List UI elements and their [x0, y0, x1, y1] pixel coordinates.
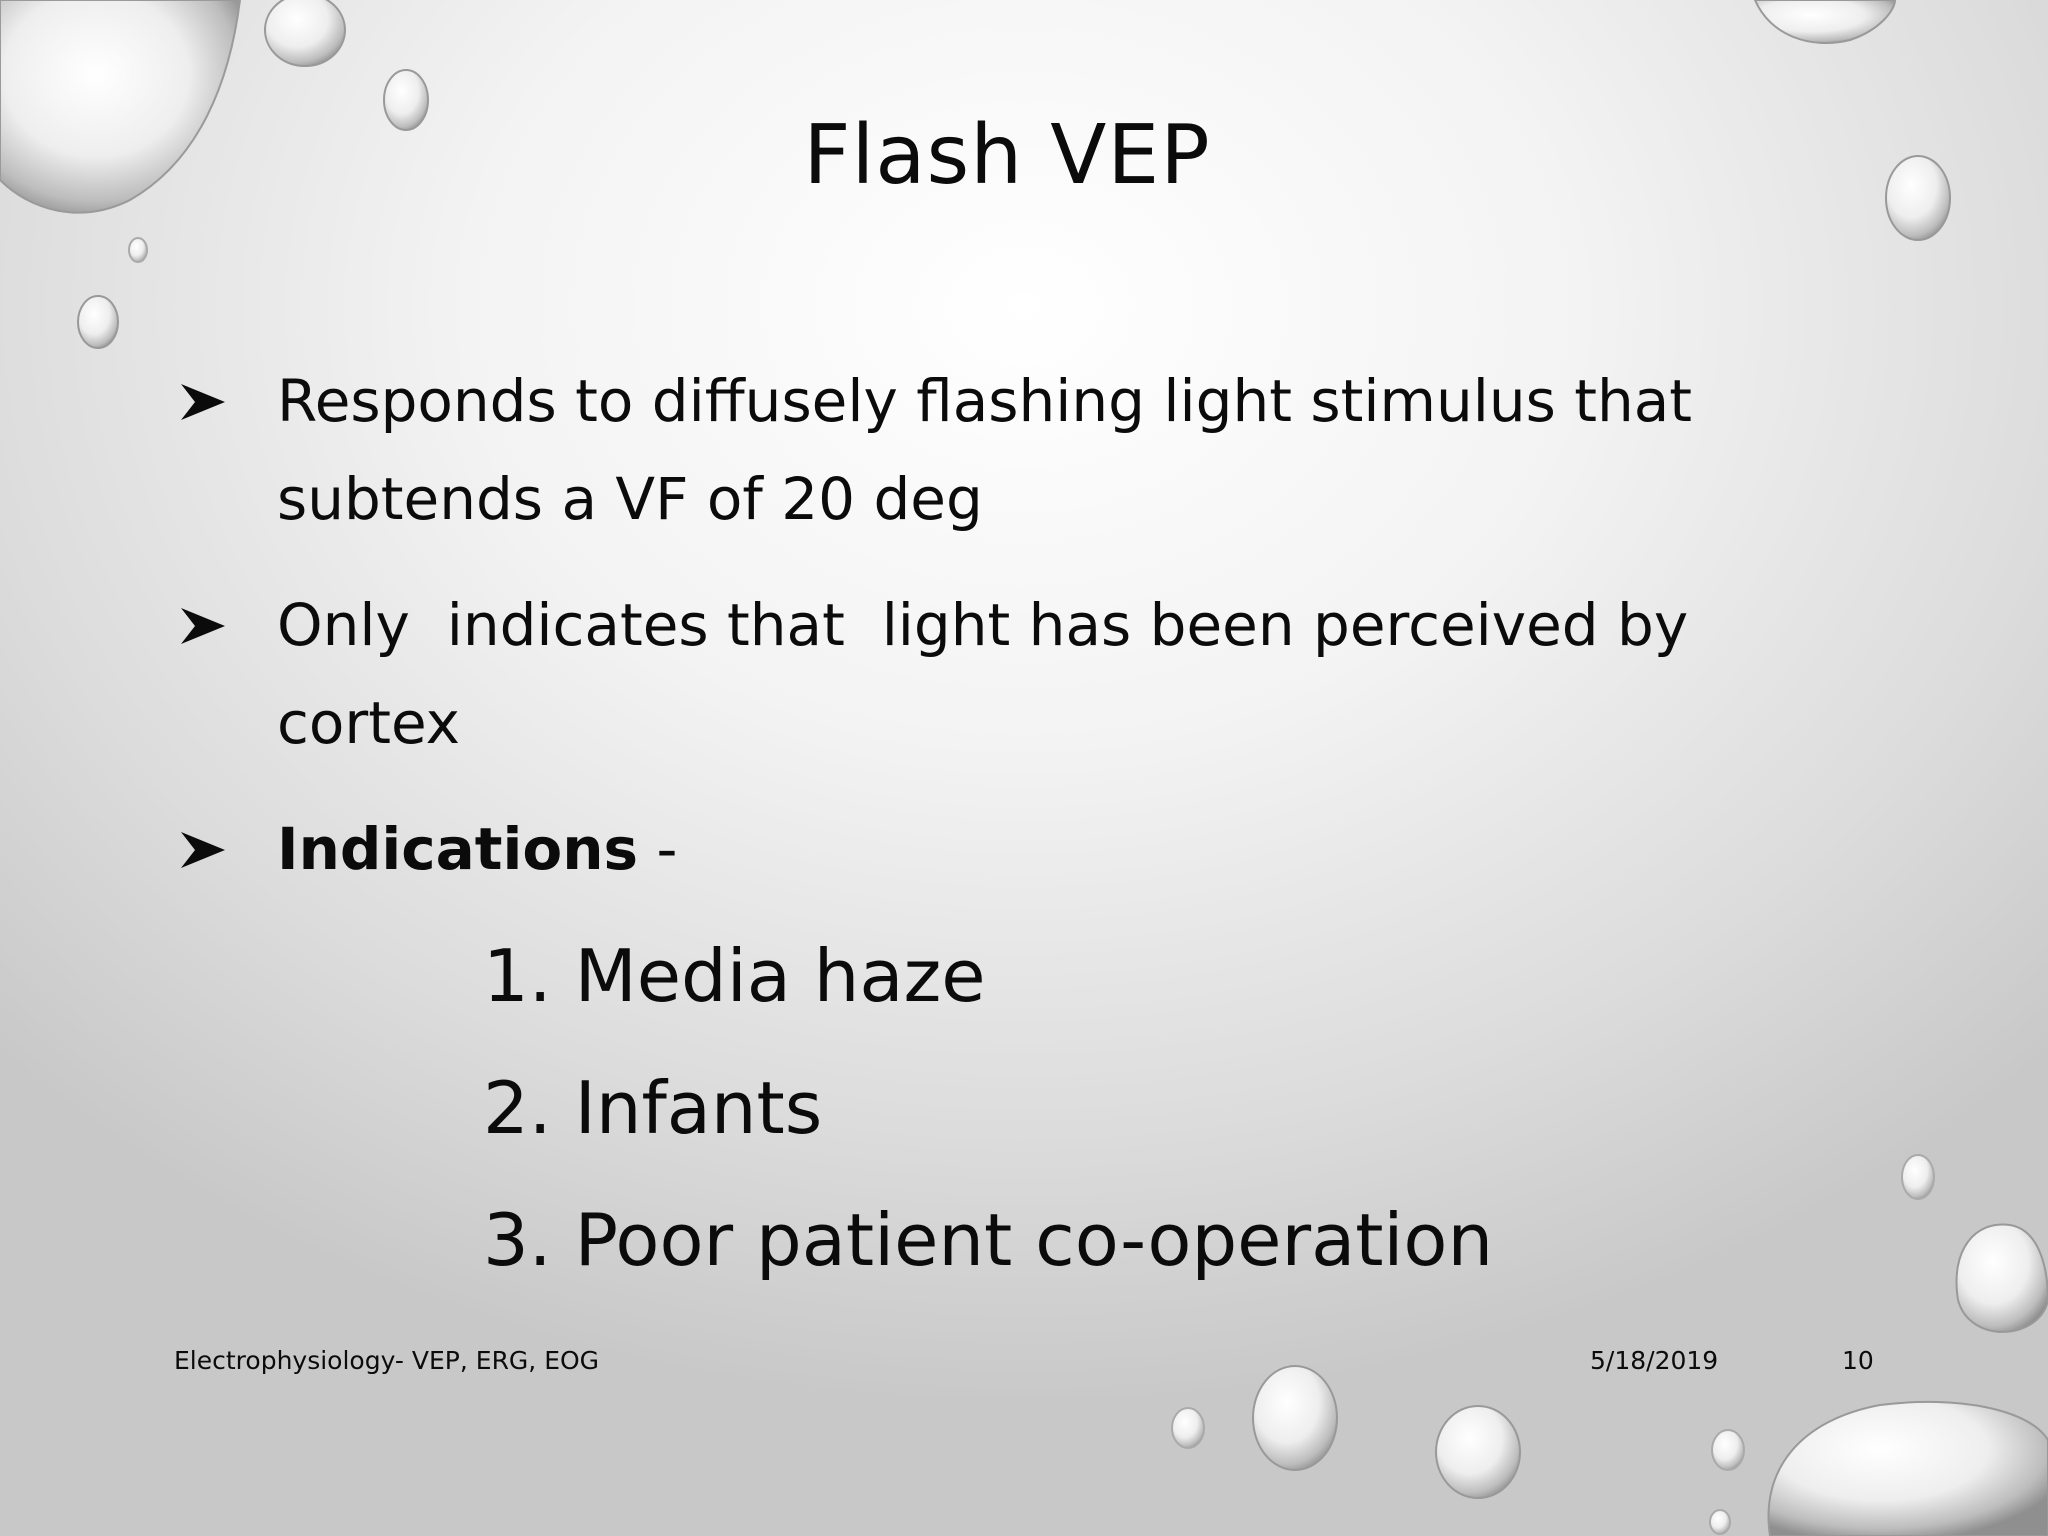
bullet-item	[175, 800, 1735, 898]
water-droplet-icon	[1253, 1366, 1337, 1470]
footer-date: 5/18/2019	[1590, 1346, 1719, 1375]
indication-item: 2. Infants	[483, 1066, 823, 1150]
slide-number: 10	[1842, 1346, 1874, 1375]
bullet-text: Only indicates that light has been perceived by cortex	[277, 591, 1707, 757]
water-droplet-icon	[1712, 1430, 1744, 1470]
bullet-item	[175, 352, 1735, 548]
arrowhead-bullet-icon	[179, 606, 227, 646]
water-droplet-icon	[1436, 1406, 1520, 1498]
water-droplet-icon	[129, 238, 147, 262]
indication-item: 3. Poor patient co-operation	[483, 1198, 1494, 1282]
arrowhead-bullet-icon	[179, 830, 227, 870]
footer-text: Electrophysiology- VEP, ERG, EOG	[174, 1346, 600, 1375]
arrowhead-bullet-icon	[179, 382, 227, 422]
indications-list	[483, 910, 1883, 1306]
indications-suffix: -	[638, 815, 678, 883]
water-droplet-icon	[78, 296, 118, 348]
water-droplet-icon	[265, 0, 345, 66]
slide-title: Flash VEP	[803, 108, 1211, 203]
water-droplet-icon	[1768, 1402, 2048, 1536]
water-droplet-icon	[1755, 0, 1895, 43]
bullet-list	[175, 352, 1735, 926]
water-droplet-icon	[1902, 1155, 1934, 1199]
bullet-text: Responds to diffusely flashing light stimulus that subtends a VF of 20 deg	[277, 367, 1693, 533]
water-droplet-icon	[1957, 1224, 2048, 1331]
water-droplet-icon	[1172, 1408, 1204, 1448]
water-droplet-icon	[1710, 1510, 1730, 1534]
bullet-item	[175, 576, 1735, 772]
indications-heading: Indications	[277, 815, 639, 883]
indication-item: 1. Media haze	[483, 934, 986, 1018]
